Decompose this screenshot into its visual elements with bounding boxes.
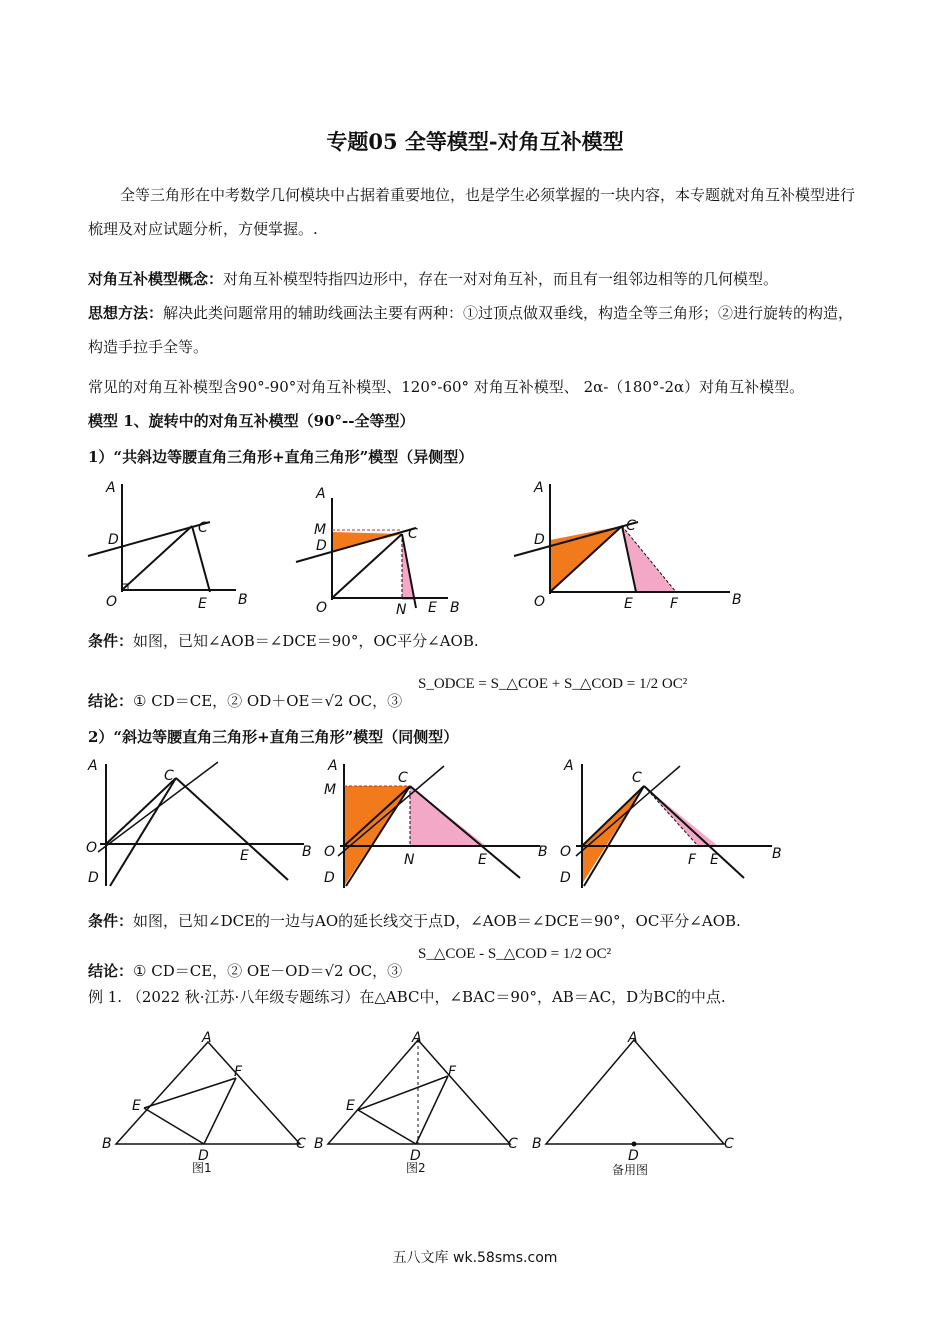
svg-text:D: D xyxy=(88,870,99,886)
example-figure-1 xyxy=(96,1030,316,1180)
svg-text:A: A xyxy=(88,758,98,774)
figure-1-caption: 图1 xyxy=(192,1161,212,1175)
svg-text:F: F xyxy=(670,596,679,612)
svg-text:D: D xyxy=(628,1148,639,1164)
sub1-heading: 1）“共斜边等腰直角三角形+直角三角形”模型（异侧型） xyxy=(88,448,474,466)
footer-watermark: 五八文库 wk.58sms.com xyxy=(392,1250,558,1266)
method-label: 思想方法： xyxy=(88,304,164,322)
conclusion-1-text: ① CD＝CE，② OD＋OE＝√2 OC，③ xyxy=(133,692,403,710)
svg-text:A: A xyxy=(316,486,326,502)
svg-text:B: B xyxy=(102,1136,112,1152)
svg-text:C: C xyxy=(296,1136,306,1152)
conclusion-2-text: ① CD＝CE，② OE－OD＝√2 OC，③ xyxy=(133,962,403,980)
model1-figure-1 xyxy=(80,476,260,616)
svg-text:A: A xyxy=(534,480,544,496)
svg-text:B: B xyxy=(314,1136,324,1152)
formula-1-text: S_ODCE = S_△COE + S_△COD = 1/2 OC² xyxy=(418,676,688,692)
model1-figure-2 xyxy=(290,478,470,620)
svg-text:C: C xyxy=(632,770,642,786)
svg-text:C: C xyxy=(508,1136,518,1152)
conclusion-1-formula xyxy=(418,674,687,693)
svg-text:C: C xyxy=(408,526,418,542)
svg-text:E: E xyxy=(624,596,633,612)
svg-text:B: B xyxy=(532,1136,542,1152)
svg-text:D: D xyxy=(534,532,545,548)
page-title: 专题05 全等模型-对角互补模型 xyxy=(326,129,624,154)
svg-text:E: E xyxy=(710,852,719,868)
conclusion-1 xyxy=(88,690,888,711)
svg-text:O: O xyxy=(316,600,328,616)
svg-text:D: D xyxy=(108,532,119,548)
svg-text:E: E xyxy=(428,600,437,616)
svg-text:A: A xyxy=(628,1030,638,1046)
svg-text:A: A xyxy=(564,758,574,774)
svg-text:D: D xyxy=(560,870,571,886)
model2-figure-3 xyxy=(556,756,796,892)
method-text: 解决此类问题常用的辅助线画法主要有两种：①过顶点做双垂线，构造全等三角形；②进行旋转的构造，构造手拉手全等。 xyxy=(88,304,854,356)
svg-text:A: A xyxy=(106,480,116,496)
svg-text:N: N xyxy=(404,852,415,868)
svg-text:M: M xyxy=(314,522,327,538)
svg-text:B: B xyxy=(732,592,742,608)
svg-text:D: D xyxy=(410,1148,421,1164)
concept-text: 对角互补模型特指四边形中，存在一对对角互补，而且有一组邻边相等的几何模型。 xyxy=(223,270,779,288)
condition-1-label: 条件： xyxy=(88,632,134,650)
svg-text:A: A xyxy=(412,1030,422,1046)
example-figure-2 xyxy=(312,1030,532,1180)
svg-text:C: C xyxy=(164,768,174,784)
svg-text:A: A xyxy=(328,758,338,774)
conclusion-1-label: 结论： xyxy=(88,692,134,710)
model1-figure-3 xyxy=(508,476,748,616)
svg-text:F: F xyxy=(234,1064,243,1080)
condition-2-label: 条件： xyxy=(88,912,134,930)
svg-text:F: F xyxy=(448,1064,457,1080)
svg-text:E: E xyxy=(346,1098,355,1114)
svg-text:O: O xyxy=(324,844,336,860)
common-models-line: 常见的对角互补模型含90°-90°对角互补模型、120°-60° 对角互补模型、 2α-（180°-2α）对角互补模型。 xyxy=(88,378,805,396)
svg-text:B: B xyxy=(538,844,548,860)
formula-2-text: S_△COE - S_△COD = 1/2 OC² xyxy=(418,946,612,962)
svg-text:C: C xyxy=(398,770,408,786)
concept-line xyxy=(88,268,888,289)
svg-text:C: C xyxy=(626,518,636,534)
svg-text:B: B xyxy=(450,600,460,616)
svg-text:D: D xyxy=(324,870,335,886)
concept-label: 对角互补模型概念： xyxy=(88,270,224,288)
svg-text:B: B xyxy=(302,844,312,860)
conclusion-2-label: 结论： xyxy=(88,962,134,980)
svg-text:O: O xyxy=(560,844,572,860)
svg-text:B: B xyxy=(238,592,248,608)
svg-text:D: D xyxy=(198,1148,209,1164)
svg-text:A: A xyxy=(202,1030,212,1046)
svg-text:E: E xyxy=(198,596,207,612)
condition-2-text: 如图，已知∠DCE的一边与AO的延长线交于点D，∠AOB＝∠DCE＝90°，OC平分∠AOB. xyxy=(133,912,741,930)
svg-text:O: O xyxy=(534,594,546,610)
svg-text:E: E xyxy=(478,852,487,868)
svg-text:C: C xyxy=(198,520,208,536)
conclusion-2 xyxy=(88,960,888,981)
intro-paragraph: 全等三角形在中考数学几何模块中占据着重要地位，也是学生必须掌握的一块内容，本专题就对角互补模型进行梳理及对应试题分析，方便掌握。. xyxy=(88,186,856,238)
svg-text:N: N xyxy=(396,602,407,618)
svg-text:D: D xyxy=(316,538,327,554)
method-paragraph xyxy=(88,296,868,364)
model2-figure-1 xyxy=(80,756,320,892)
svg-text:C: C xyxy=(724,1136,734,1152)
model1-heading: 模型 1、旋转中的对角互补模型（90°--全等型） xyxy=(88,412,415,430)
example-figure-3 xyxy=(528,1030,748,1180)
sub2-heading: 2）“斜边等腰直角三角形+直角三角形”模型（同侧型） xyxy=(88,728,459,746)
svg-text:O: O xyxy=(106,594,118,610)
svg-text:E: E xyxy=(132,1098,141,1114)
model2-figure-2 xyxy=(320,756,560,892)
example-1: 例 1. （2022 秋·江苏·八年级专题练习）在△ABC中，∠BAC＝90°，AB＝AC，D为BC的中点. xyxy=(88,988,726,1006)
condition-2 xyxy=(88,910,888,931)
figure-2-caption: 图2 xyxy=(406,1161,426,1175)
conclusion-2-formula xyxy=(418,944,611,963)
condition-1-text: 如图，已知∠AOB＝∠DCE＝90°，OC平分∠AOB. xyxy=(133,632,479,650)
svg-text:B: B xyxy=(772,846,782,862)
svg-text:M: M xyxy=(324,782,337,798)
condition-1 xyxy=(88,630,888,651)
svg-text:F: F xyxy=(688,852,697,868)
svg-text:O: O xyxy=(86,840,98,856)
figure-3-caption: 备用图 xyxy=(612,1163,649,1177)
svg-text:E: E xyxy=(240,848,249,864)
